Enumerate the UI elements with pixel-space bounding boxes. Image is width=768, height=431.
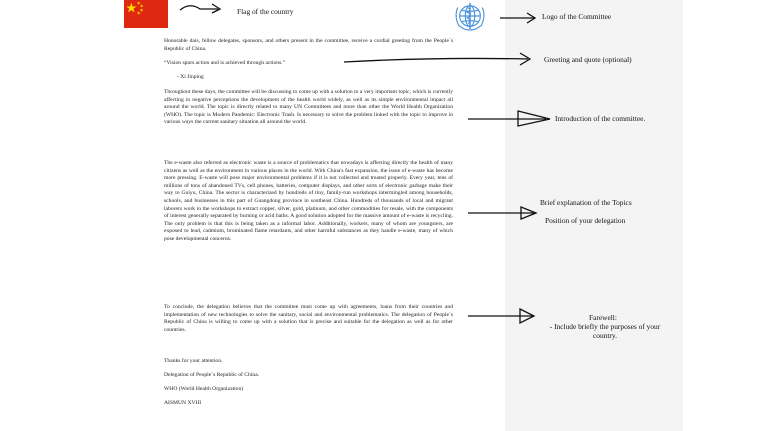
note-intro: Introduction of the committee. <box>555 114 646 123</box>
intro-arrow-icon <box>466 108 556 128</box>
topics-arrow-icon <box>466 204 541 224</box>
logo-arrow-icon <box>498 10 540 26</box>
topic-paragraph: The e-waste also referred as electronic waste is a source of problematics that nowadays is affecting directly the health of many citizens as well as the environment in various places in the world. With China's fast expansion, the issue of e-waste has become more pressing. E-waste will pose major environmental problems if it is not collected and treated properly. Every year, tens of millions of tons of abandoned TVs, cell phones, batteries, computer displays, and other sorts of electronic garbage make their way to Guiyu, China. The sector is characterized by hundreds of tiny, family-run workshops intermingled among households, schools, and businesses in this part of Guangdong province in southeast China. Hundreds of thousands of local and migrant laborers work in the workshops to extract copper, silver, gold, platinum, and other commodities for resale, with the components of interest generally separated by burning or acid baths. A good solution adopted for the massive amount of e-waste is recycling. The only problem is that this is being taken as a informal labor. Additionally, workers, many of whom are youngsters, are exposed to lead, cadmium, brominated flame retardants, and other harmful substances as they handle e-waste, many of which pose developmental concerns. <box>164 160 453 242</box>
note-topics: Brief explanation of the Topics <box>540 198 632 207</box>
quote-text: “Vision spurs action and is achieved through actions.” <box>164 60 286 66</box>
greeting-paragraph: Honorable dais, fellow delegates, sponsors, and others present in the committee, receive a cordial greeting from the People´s Republic of China. <box>164 38 453 52</box>
note-farewell-title: Farewell: <box>589 313 617 322</box>
intro-paragraph: Throughout these days, the committee will be discussing to come up with a solution to a very important topic, which is currently affecting in negative perceptions the development of the health world widely, as well as its simple environmental impact all around the world. The topic is directly related to many UN Committees and more than other the World Health Organization (WHO). The topic is Modern Pandemic: Electronic Trash. Is necessary to solve the problem linked with the topic to improve in various ways the current sanitary situation all around the world. <box>164 89 453 126</box>
note-position: Position of your delegation <box>545 216 626 225</box>
note-greeting: Greeting and quote (optional) <box>544 55 632 64</box>
signature-event: AISMUN XVIII <box>164 400 202 406</box>
note-logo: Logo of the Committee <box>542 12 612 21</box>
signature-delegation: Delegation of People´s Republic of China. <box>164 372 260 378</box>
note-flag: Flag of the country <box>237 7 294 16</box>
farewell-arrow-icon <box>466 306 538 326</box>
who-emblem-icon <box>451 0 489 32</box>
thanks-line: Thanks for your attention. <box>164 358 223 364</box>
quote-author: - Xi Jinping <box>177 74 204 80</box>
china-flag-icon <box>124 0 168 28</box>
greeting-arrow-icon <box>342 50 542 70</box>
flag-arrow-icon <box>178 0 238 16</box>
note-farewell-detail: - Include briefly the purposes of your country. <box>549 322 661 340</box>
conclusion-paragraph: To conclude, the delegation believes that the committee must come up with agreements, loans from their countries and implementation of new technologies to solve the sanitary, social and environmental problematics. The delegation of People´s Republic of China is willing to come up with a solution that is precise and suitable for the delegation as well as for other countries. <box>164 304 453 333</box>
signature-committee: WHO (World Health Organization) <box>164 386 244 392</box>
